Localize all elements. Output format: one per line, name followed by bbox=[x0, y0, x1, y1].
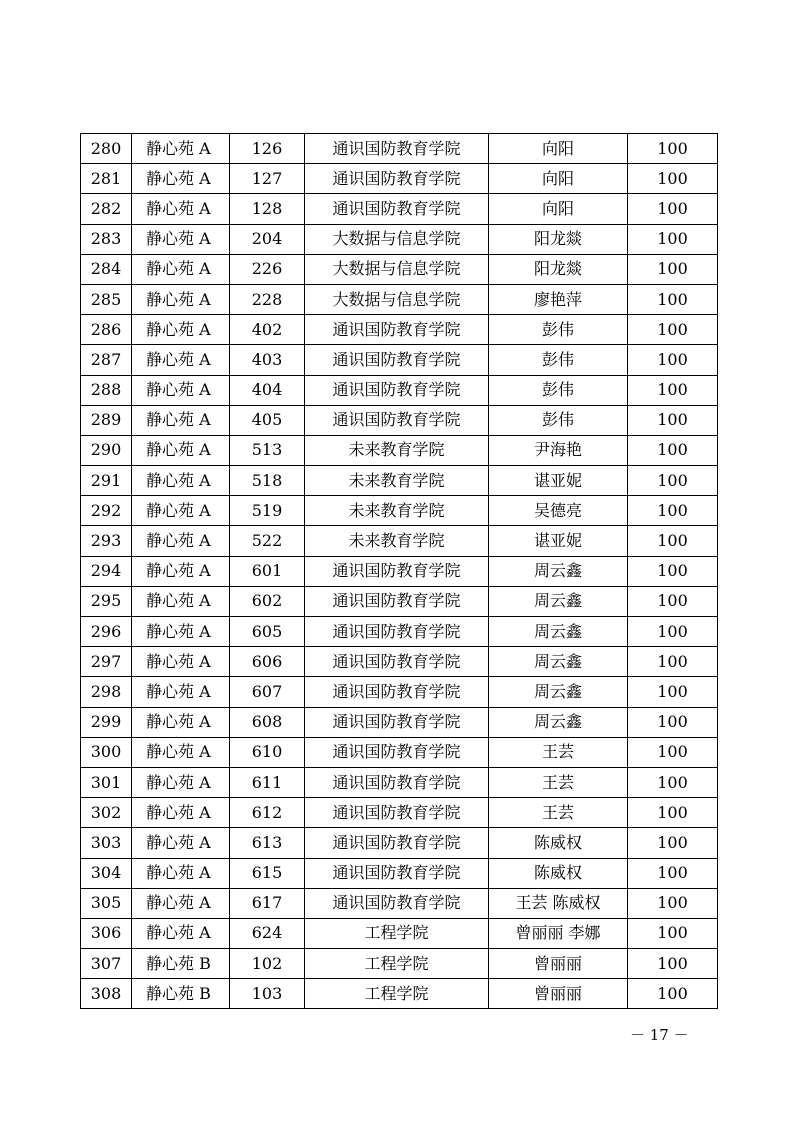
cell-person: 向阳 bbox=[489, 194, 628, 224]
cell-college: 通识国防教育学院 bbox=[305, 134, 489, 164]
cell-index: 307 bbox=[81, 949, 132, 979]
cell-college: 通识国防教育学院 bbox=[305, 405, 489, 435]
cell-score: 100 bbox=[628, 858, 718, 888]
cell-score: 100 bbox=[628, 767, 718, 797]
cell-college: 通识国防教育学院 bbox=[305, 164, 489, 194]
cell-index: 291 bbox=[81, 466, 132, 496]
cell-room: 404 bbox=[230, 375, 305, 405]
cell-score: 100 bbox=[628, 164, 718, 194]
cell-building: 静心苑 A bbox=[132, 134, 230, 164]
cell-college: 通识国防教育学院 bbox=[305, 767, 489, 797]
table-row bbox=[81, 194, 718, 224]
cell-index: 284 bbox=[81, 254, 132, 284]
cell-college: 大数据与信息学院 bbox=[305, 284, 489, 314]
cell-index: 306 bbox=[81, 918, 132, 948]
cell-building: 静心苑 A bbox=[132, 284, 230, 314]
cell-index: 286 bbox=[81, 315, 132, 345]
table-row bbox=[81, 435, 718, 465]
cell-room: 226 bbox=[230, 254, 305, 284]
cell-index: 293 bbox=[81, 526, 132, 556]
cell-index: 302 bbox=[81, 798, 132, 828]
cell-room: 602 bbox=[230, 586, 305, 616]
cell-person: 尹海艳 bbox=[489, 435, 628, 465]
cell-room: 228 bbox=[230, 284, 305, 314]
cell-room: 519 bbox=[230, 496, 305, 526]
cell-college: 通识国防教育学院 bbox=[305, 737, 489, 767]
cell-building: 静心苑 A bbox=[132, 556, 230, 586]
cell-college: 未来教育学院 bbox=[305, 496, 489, 526]
cell-index: 288 bbox=[81, 375, 132, 405]
cell-room: 613 bbox=[230, 828, 305, 858]
cell-college: 通识国防教育学院 bbox=[305, 677, 489, 707]
cell-room: 403 bbox=[230, 345, 305, 375]
cell-person: 彭伟 bbox=[489, 405, 628, 435]
cell-college: 工程学院 bbox=[305, 979, 489, 1009]
cell-index: 303 bbox=[81, 828, 132, 858]
cell-score: 100 bbox=[628, 405, 718, 435]
cell-person: 王芸 bbox=[489, 767, 628, 797]
cell-score: 100 bbox=[628, 617, 718, 647]
cell-index: 289 bbox=[81, 405, 132, 435]
cell-person: 彭伟 bbox=[489, 375, 628, 405]
cell-person: 周云鑫 bbox=[489, 556, 628, 586]
cell-building: 静心苑 A bbox=[132, 918, 230, 948]
cell-score: 100 bbox=[628, 798, 718, 828]
table-row bbox=[81, 526, 718, 556]
cell-building: 静心苑 A bbox=[132, 224, 230, 254]
table-row bbox=[81, 224, 718, 254]
cell-room: 612 bbox=[230, 798, 305, 828]
cell-building: 静心苑 B bbox=[132, 979, 230, 1009]
cell-building: 静心苑 A bbox=[132, 707, 230, 737]
cell-room: 617 bbox=[230, 888, 305, 918]
table-row bbox=[81, 858, 718, 888]
cell-score: 100 bbox=[628, 556, 718, 586]
table-row bbox=[81, 737, 718, 767]
cell-building: 静心苑 A bbox=[132, 315, 230, 345]
cell-person: 廖艳萍 bbox=[489, 284, 628, 314]
cell-person: 曾丽丽 bbox=[489, 949, 628, 979]
cell-index: 299 bbox=[81, 707, 132, 737]
table-row bbox=[81, 677, 718, 707]
cell-room: 615 bbox=[230, 858, 305, 888]
cell-person: 王芸 bbox=[489, 737, 628, 767]
cell-college: 未来教育学院 bbox=[305, 526, 489, 556]
cell-score: 100 bbox=[628, 918, 718, 948]
cell-score: 100 bbox=[628, 979, 718, 1009]
table-row bbox=[81, 556, 718, 586]
cell-score: 100 bbox=[628, 828, 718, 858]
cell-person: 谌亚妮 bbox=[489, 466, 628, 496]
table-row bbox=[81, 949, 718, 979]
cell-person: 曾丽丽 李娜 bbox=[489, 918, 628, 948]
cell-college: 工程学院 bbox=[305, 918, 489, 948]
cell-building: 静心苑 A bbox=[132, 526, 230, 556]
cell-person: 周云鑫 bbox=[489, 647, 628, 677]
cell-college: 通识国防教育学院 bbox=[305, 858, 489, 888]
cell-room: 518 bbox=[230, 466, 305, 496]
cell-person: 周云鑫 bbox=[489, 586, 628, 616]
cell-person: 吴德亮 bbox=[489, 496, 628, 526]
cell-index: 294 bbox=[81, 556, 132, 586]
cell-building: 静心苑 A bbox=[132, 586, 230, 616]
cell-score: 100 bbox=[628, 677, 718, 707]
cell-college: 通识国防教育学院 bbox=[305, 828, 489, 858]
cell-college: 通识国防教育学院 bbox=[305, 194, 489, 224]
cell-score: 100 bbox=[628, 496, 718, 526]
cell-building: 静心苑 A bbox=[132, 345, 230, 375]
table-row bbox=[81, 466, 718, 496]
cell-room: 204 bbox=[230, 224, 305, 254]
table-row bbox=[81, 375, 718, 405]
table-row bbox=[81, 798, 718, 828]
cell-room: 127 bbox=[230, 164, 305, 194]
cell-index: 298 bbox=[81, 677, 132, 707]
cell-score: 100 bbox=[628, 737, 718, 767]
cell-college: 未来教育学院 bbox=[305, 435, 489, 465]
table-row bbox=[81, 586, 718, 616]
cell-index: 283 bbox=[81, 224, 132, 254]
cell-person: 陈威权 bbox=[489, 828, 628, 858]
cell-score: 100 bbox=[628, 707, 718, 737]
cell-college: 通识国防教育学院 bbox=[305, 586, 489, 616]
table-row bbox=[81, 254, 718, 284]
cell-score: 100 bbox=[628, 345, 718, 375]
cell-college: 通识国防教育学院 bbox=[305, 345, 489, 375]
dormitory-score-table bbox=[80, 133, 718, 1009]
cell-building: 静心苑 A bbox=[132, 466, 230, 496]
cell-person: 陈威权 bbox=[489, 858, 628, 888]
cell-building: 静心苑 A bbox=[132, 405, 230, 435]
cell-index: 305 bbox=[81, 888, 132, 918]
cell-index: 296 bbox=[81, 617, 132, 647]
table-row bbox=[81, 617, 718, 647]
cell-room: 607 bbox=[230, 677, 305, 707]
table-row bbox=[81, 979, 718, 1009]
cell-score: 100 bbox=[628, 134, 718, 164]
cell-score: 100 bbox=[628, 526, 718, 556]
cell-score: 100 bbox=[628, 315, 718, 345]
cell-room: 624 bbox=[230, 918, 305, 948]
cell-index: 287 bbox=[81, 345, 132, 375]
cell-person: 王芸 陈威权 bbox=[489, 888, 628, 918]
page-number: － 17 － bbox=[630, 1026, 689, 1044]
cell-index: 295 bbox=[81, 586, 132, 616]
table-row bbox=[81, 647, 718, 677]
cell-index: 292 bbox=[81, 496, 132, 526]
cell-person: 周云鑫 bbox=[489, 677, 628, 707]
cell-room: 606 bbox=[230, 647, 305, 677]
cell-room: 611 bbox=[230, 767, 305, 797]
cell-college: 通识国防教育学院 bbox=[305, 798, 489, 828]
cell-college: 通识国防教育学院 bbox=[305, 556, 489, 586]
cell-score: 100 bbox=[628, 435, 718, 465]
cell-building: 静心苑 A bbox=[132, 375, 230, 405]
cell-index: 290 bbox=[81, 435, 132, 465]
cell-college: 通识国防教育学院 bbox=[305, 315, 489, 345]
cell-college: 未来教育学院 bbox=[305, 466, 489, 496]
table-row bbox=[81, 405, 718, 435]
cell-score: 100 bbox=[628, 194, 718, 224]
cell-room: 601 bbox=[230, 556, 305, 586]
cell-person: 彭伟 bbox=[489, 345, 628, 375]
cell-building: 静心苑 A bbox=[132, 194, 230, 224]
cell-person: 彭伟 bbox=[489, 315, 628, 345]
cell-room: 402 bbox=[230, 315, 305, 345]
cell-person: 曾丽丽 bbox=[489, 979, 628, 1009]
cell-college: 通识国防教育学院 bbox=[305, 375, 489, 405]
cell-index: 282 bbox=[81, 194, 132, 224]
cell-room: 103 bbox=[230, 979, 305, 1009]
cell-building: 静心苑 A bbox=[132, 828, 230, 858]
cell-building: 静心苑 A bbox=[132, 737, 230, 767]
cell-building: 静心苑 A bbox=[132, 617, 230, 647]
cell-room: 610 bbox=[230, 737, 305, 767]
cell-college: 通识国防教育学院 bbox=[305, 888, 489, 918]
cell-building: 静心苑 A bbox=[132, 798, 230, 828]
cell-college: 通识国防教育学院 bbox=[305, 617, 489, 647]
cell-person: 阳龙燚 bbox=[489, 254, 628, 284]
cell-building: 静心苑 A bbox=[132, 496, 230, 526]
cell-room: 405 bbox=[230, 405, 305, 435]
cell-score: 100 bbox=[628, 466, 718, 496]
table-row bbox=[81, 767, 718, 797]
cell-building: 静心苑 A bbox=[132, 254, 230, 284]
cell-room: 513 bbox=[230, 435, 305, 465]
table-row bbox=[81, 496, 718, 526]
cell-building: 静心苑 B bbox=[132, 949, 230, 979]
cell-index: 285 bbox=[81, 284, 132, 314]
table-row bbox=[81, 134, 718, 164]
cell-index: 297 bbox=[81, 647, 132, 677]
cell-building: 静心苑 A bbox=[132, 858, 230, 888]
cell-college: 大数据与信息学院 bbox=[305, 254, 489, 284]
cell-index: 301 bbox=[81, 767, 132, 797]
cell-person: 向阳 bbox=[489, 164, 628, 194]
table-row bbox=[81, 315, 718, 345]
cell-index: 308 bbox=[81, 979, 132, 1009]
table-body bbox=[81, 134, 718, 1009]
cell-building: 静心苑 A bbox=[132, 767, 230, 797]
cell-room: 126 bbox=[230, 134, 305, 164]
cell-building: 静心苑 A bbox=[132, 888, 230, 918]
cell-score: 100 bbox=[628, 647, 718, 677]
cell-index: 281 bbox=[81, 164, 132, 194]
cell-person: 王芸 bbox=[489, 798, 628, 828]
cell-score: 100 bbox=[628, 224, 718, 254]
cell-room: 128 bbox=[230, 194, 305, 224]
cell-college: 通识国防教育学院 bbox=[305, 647, 489, 677]
table-row bbox=[81, 345, 718, 375]
cell-room: 608 bbox=[230, 707, 305, 737]
table-row bbox=[81, 284, 718, 314]
cell-room: 522 bbox=[230, 526, 305, 556]
cell-score: 100 bbox=[628, 375, 718, 405]
cell-score: 100 bbox=[628, 586, 718, 616]
cell-score: 100 bbox=[628, 888, 718, 918]
table-row bbox=[81, 164, 718, 194]
cell-index: 280 bbox=[81, 134, 132, 164]
cell-score: 100 bbox=[628, 949, 718, 979]
table-row bbox=[81, 918, 718, 948]
cell-college: 通识国防教育学院 bbox=[305, 707, 489, 737]
cell-college: 大数据与信息学院 bbox=[305, 224, 489, 254]
cell-building: 静心苑 A bbox=[132, 677, 230, 707]
cell-index: 304 bbox=[81, 858, 132, 888]
cell-room: 102 bbox=[230, 949, 305, 979]
table-row bbox=[81, 707, 718, 737]
table-row bbox=[81, 828, 718, 858]
cell-index: 300 bbox=[81, 737, 132, 767]
cell-building: 静心苑 A bbox=[132, 435, 230, 465]
cell-college: 工程学院 bbox=[305, 949, 489, 979]
cell-person: 周云鑫 bbox=[489, 617, 628, 647]
cell-score: 100 bbox=[628, 254, 718, 284]
cell-person: 向阳 bbox=[489, 134, 628, 164]
cell-score: 100 bbox=[628, 284, 718, 314]
cell-person: 周云鑫 bbox=[489, 707, 628, 737]
cell-person: 阳龙燚 bbox=[489, 224, 628, 254]
cell-building: 静心苑 A bbox=[132, 164, 230, 194]
cell-person: 谌亚妮 bbox=[489, 526, 628, 556]
table-row bbox=[81, 888, 718, 918]
cell-building: 静心苑 A bbox=[132, 647, 230, 677]
cell-room: 605 bbox=[230, 617, 305, 647]
